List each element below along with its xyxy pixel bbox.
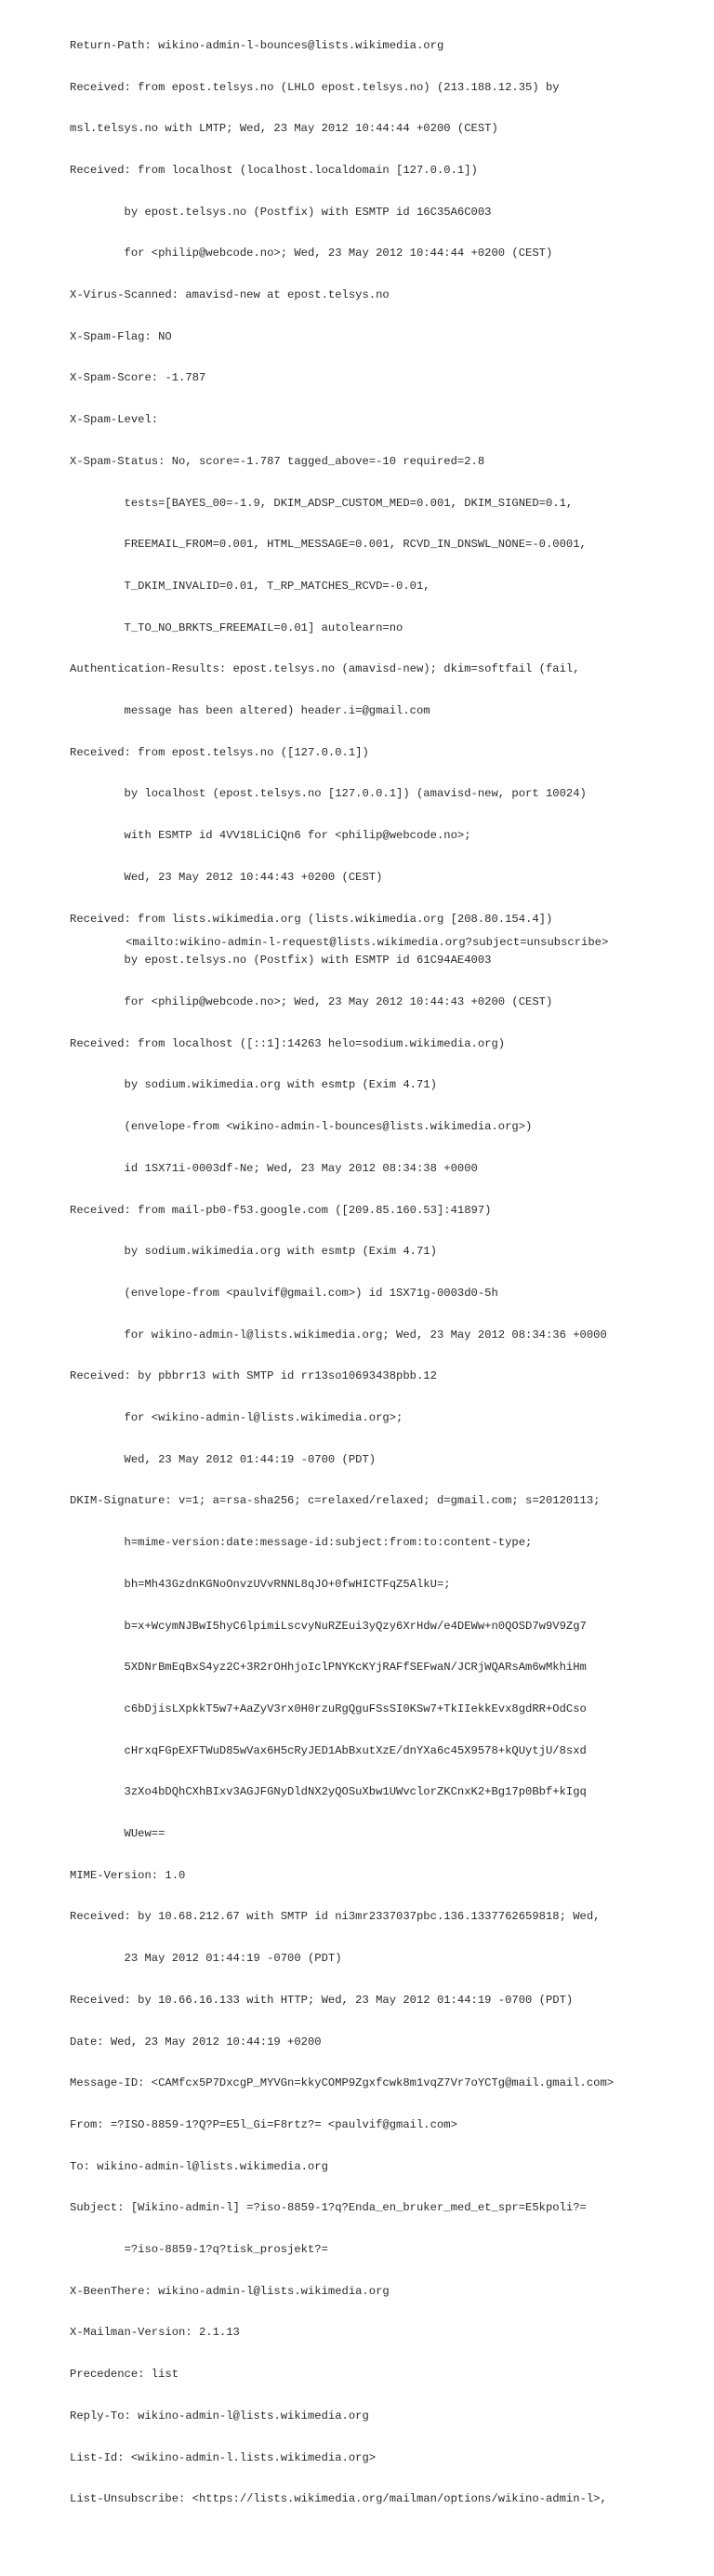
header-line: by epost.telsys.no (Postfix) with ESMTP id 61C94AE4003 <box>70 954 492 968</box>
header-line: with ESMTP id 4VV18LiCiQn6 for <philip@webcode.no>; <box>70 829 471 843</box>
header-line: Received: from localhost (localhost.localdomain [127.0.0.1]) <box>70 163 478 177</box>
header-line: Subject: [Wikino-admin-l] =?iso-8859-1?q?Enda_en_bruker_med_et_spr=E5kpoli?= <box>70 2201 587 2215</box>
header-line: Received: from epost.telsys.no ([127.0.0.1]) <box>70 745 369 759</box>
header-line: Received: from lists.wikimedia.org (lists.wikimedia.org [208.80.154.4]) <box>70 912 553 926</box>
header-line: Authentication-Results: epost.telsys.no (amavisd-new); dkim=softfail (fail, <box>70 662 580 676</box>
header-line: for <philip@webcode.no>; Wed, 23 May 2012 10:44:44 +0200 (CEST) <box>70 247 553 260</box>
header-line: for <wikino-admin-l@lists.wikimedia.org>; <box>70 1411 403 1425</box>
header-line: To: wikino-admin-l@lists.wikimedia.org <box>70 2159 328 2173</box>
header-line: id 1SX71i-0003df-Ne; Wed, 23 May 2012 08:34:38 +0000 <box>70 1161 478 1175</box>
header-line: Return-Path: wikino-admin-l-bounces@lists.wikimedia.org <box>70 38 444 52</box>
header-line: T_DKIM_INVALID=0.01, T_RP_MATCHES_RCVD=-0.01, <box>70 579 430 593</box>
header-line: (envelope-from <paulvif@gmail.com>) id 1SX71g-0003d0-5h <box>70 1286 498 1300</box>
header-line: Received: from mail-pb0-f53.google.com ([209.85.160.53]:41897) <box>70 1203 492 1217</box>
header-line: X-Spam-Level: <box>70 413 159 427</box>
header-line: by epost.telsys.no (Postfix) with ESMTP id 16C35A6C003 <box>70 205 492 219</box>
header-line: X-Spam-Score: -1.787 <box>70 371 206 385</box>
header-line: 23 May 2012 01:44:19 -0700 (PDT) <box>70 1952 342 1966</box>
header-line: Date: Wed, 23 May 2012 10:44:19 +0200 <box>70 2035 322 2049</box>
header-line: Reply-To: wikino-admin-l@lists.wikimedia.org <box>70 2409 369 2423</box>
header-line: tests=[BAYES_00=-1.9, DKIM_ADSP_CUSTOM_MED=0.001, DKIM_SIGNED=0.1, <box>70 496 574 510</box>
header-line: Wed, 23 May 2012 01:44:19 -0700 (PDT) <box>70 1452 377 1466</box>
header-line: c6bDjisLXpkkT5w7+AaZyV3rx0H0rzuRgQguFSsSI0KSw7+TkIIekkEvx8gdRR+OdCso <box>70 1702 587 1715</box>
header-line: Precedence: list <box>70 2368 179 2382</box>
header-line: X-Mailman-Version: 2.1.13 <box>70 2326 240 2340</box>
email-headers-block <box>70 11 702 2576</box>
header-line: Received: by pbbrr13 with SMTP id rr13so10693438pbb.12 <box>70 1369 437 1383</box>
header-line: X-Spam-Flag: NO <box>70 329 172 343</box>
header-line: by sodium.wikimedia.org with esmtp (Exim 4.71) <box>70 1078 437 1092</box>
header-line: X-Spam-Status: No, score=-1.787 tagged_above=-10 required=2.8 <box>70 454 485 468</box>
header-line: Received: by 10.68.212.67 with SMTP id ni3mr2337037pbc.136.1337762659818; Wed, <box>70 1910 601 1924</box>
header-line: by sodium.wikimedia.org with esmtp (Exim 4.71) <box>70 1245 437 1259</box>
header-line: Message-ID: <CAMfcx5P7DxcgP_MYVGn=kkyCOMP9Zgxfcwk8m1vqZ7Vr7oYCTg@mail.gmail.com> <box>70 2076 615 2090</box>
header-line: 3zXo4bDQhCXhBIxv3AGJFGNyDldNX2yQOSuXbw1UWvclorZKCnxK2+Bg17p0Bbf+kIgq <box>70 1785 587 1799</box>
header-line: =?iso-8859-1?q?tisk_prosjekt?= <box>70 2243 328 2257</box>
header-line: 5XDNrBmEqBxS4yz2C+3R2rOHhjoIclPNYKcKYjRAFfSEFwaN/JCRjWQARsAm6wMkhiHm <box>70 1661 587 1675</box>
list-unsubscribe-continuation: <mailto:wikino-admin-l-request@lists.wikimedia.org?subject=unsubscribe> <box>126 936 609 949</box>
header-line: by localhost (epost.telsys.no [127.0.0.1]) (amavisd-new, port 10024) <box>70 787 587 801</box>
header-line: T_TO_NO_BRKTS_FREEMAIL=0.01] autolearn=no <box>70 621 403 634</box>
header-line: X-Virus-Scanned: amavisd-new at epost.telsys.no <box>70 288 390 302</box>
header-line: bh=Mh43GzdnKGNoOnvzUVvRNNL8qJO+0fwHICTFqZ5AlkU=; <box>70 1577 451 1591</box>
header-line: Received: by 10.66.16.133 with HTTP; Wed, 23 May 2012 01:44:19 -0700 (PDT) <box>70 1993 574 2007</box>
header-line: FREEMAIL_FROM=0.001, HTML_MESSAGE=0.001, RCVD_IN_DNSWL_NONE=-0.0001, <box>70 538 587 552</box>
header-line: b=x+WcymNJBwI5hyC6lpimiLscvyNuRZEui3yQzy6XrHdw/e4DEWw+n0QOSD7w9V9Zg7 <box>70 1619 587 1633</box>
header-line: List-Unsubscribe: <https://lists.wikimedia.org/mailman/options/wikino-admin-l>, <box>70 2492 607 2506</box>
header-line: (envelope-from <wikino-admin-l-bounces@lists.wikimedia.org>) <box>70 1120 533 1134</box>
header-line: message has been altered) header.i=@gmail.com <box>70 704 430 718</box>
header-line: for <philip@webcode.no>; Wed, 23 May 2012 10:44:43 +0200 (CEST) <box>70 994 553 1008</box>
header-line: cHrxqFGpEXFTWuD85wVax6H5cRyJED1AbBxutXzE/dnYXa6c45X9578+kQUytjU/8sxd <box>70 1743 587 1757</box>
header-line: Wed, 23 May 2012 10:44:43 +0200 (CEST) <box>70 870 383 884</box>
header-line: X-BeenThere: wikino-admin-l@lists.wikimedia.org <box>70 2284 390 2298</box>
header-line: msl.telsys.no with LMTP; Wed, 23 May 2012 10:44:44 +0200 (CEST) <box>70 122 498 136</box>
header-line: Received: from epost.telsys.no (LHLO epost.telsys.no) (213.188.12.35) by <box>70 80 560 94</box>
header-line: Received: from localhost ([::1]:14263 helo=sodium.wikimedia.org) <box>70 1036 506 1050</box>
header-line: for wikino-admin-l@lists.wikimedia.org; Wed, 23 May 2012 08:34:36 +0000 <box>70 1328 607 1341</box>
header-line: DKIM-Signature: v=1; a=rsa-sha256; c=relaxed/relaxed; d=gmail.com; s=20120113; <box>70 1494 601 1508</box>
header-line <box>70 2534 702 2548</box>
header-line: List-Id: <wikino-admin-l.lists.wikimedia.org> <box>70 2450 377 2464</box>
header-line: MIME-Version: 1.0 <box>70 1868 186 1882</box>
header-line: From: =?ISO-8859-1?Q?P=E5l_Gi=F8rtz?= <paulvif@gmail.com> <box>70 2117 457 2131</box>
header-line: h=mime-version:date:message-id:subject:from:to:content-type; <box>70 1536 533 1550</box>
header-line: WUew== <box>70 1827 165 1841</box>
